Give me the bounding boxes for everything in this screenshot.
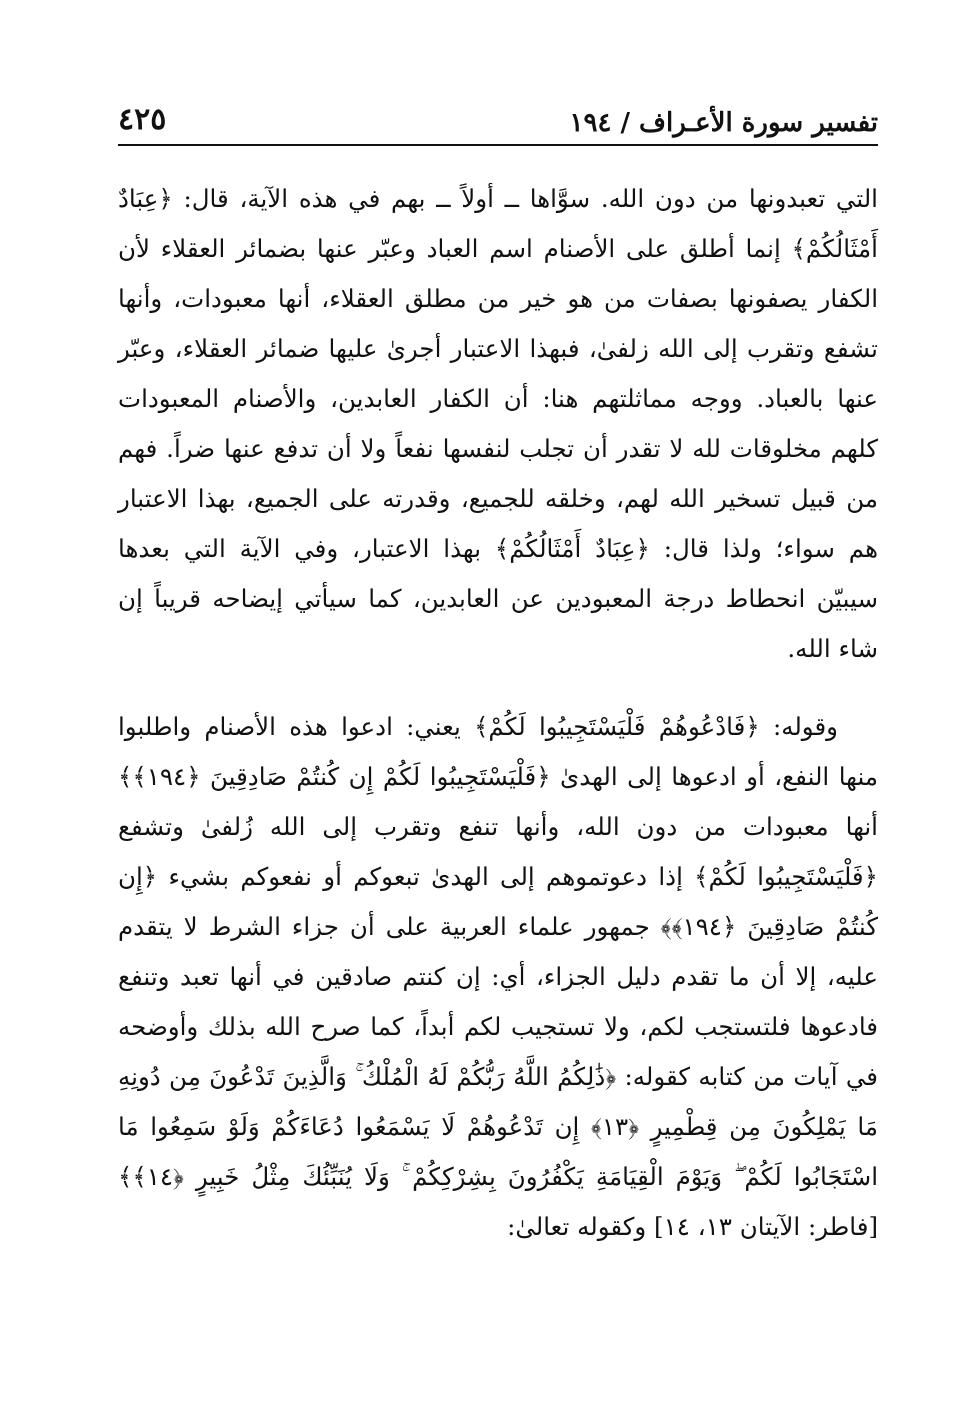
book-page [118,92,878,1382]
paragraph: وقوله: ﴿فَادْعُوهُمْ فَلْيَسْتَجِيبُوا لَكُمْ﴾ يعني: ادعوا هذه الأصنام واطلبوا منها النفع، أو ادعوها إلى الهدىٰ ﴿فَلْيَسْتَجِيبُوا لَكُمْ إِن كُنتُمْ صَادِقِينَ ﴿١٩٤﴾﴾ أنها معبودات من دون الله، وأنها تنفع وتقرب إلى الله زُلفىٰ وتشفع ﴿فَلْيَسْتَجِيبُوا لَكُمْ﴾ إذا دعوتموهم إلى الهدىٰ تبعوكم أو نفعوكم بشيء ﴿إِن كُنتُمْ صَادِقِينَ ﴿١٩٤﴾﴾ جمهور علماء العربية على أن جزاء الشرط لا يتقدم عليه، إلا أن ما تقدم دليل الجزاء، أي: إن كنتم صادقين في أنها تعبد وتنفع فادعوها فلتستجب لكم، ولا تستجيب لكم أبداً، كما صرح الله بذلك وأوضحه في آيات من كتابه كقوله: ﴿ذَٰلِكُمُ اللَّهُ رَبُّكُمْ لَهُ الْمُلْكُ ۚ وَالَّذِينَ تَدْعُونَ مِن دُونِهِ مَا يَمْلِكُونَ مِن قِطْمِيرٍ ﴿١٣﴾ إِن تَدْعُوهُمْ لَا يَسْمَعُوا دُعَاءَكُمْ وَلَوْ سَمِعُوا مَا اسْتَجَابُوا لَكُمْ ۖ وَيَوْمَ الْقِيَامَةِ يَكْفُرُونَ بِشِرْكِكُمْ ۚ وَلَا يُنَبِّئُكَ مِثْلُ خَبِيرٍ ﴿١٤﴾﴾ [فاطر: الآيتان ١٣، ١٤] وكقوله تعالىٰ: [118,712,878,1241]
page-number: ٤٢٥ [118,102,167,137]
running-title: تفسير سورة الأعـراف / ١٩٤ [569,108,878,138]
page-body [118,174,878,1252]
page-header [118,92,878,146]
paragraph: التي تعبدونها من دون الله. سوَّاها ــ أولاً ــ بهم في هذه الآية، قال: ﴿عِبَادٌ أَمْثَالُكُمْ﴾ إنما أطلق على الأصنام اسم العباد وعبّر عنها بضمائر العقلاء لأن الكفار يصفونها بصفات من هو خير من مطلق العقلاء، أنها معبودات، وأنها تشفع وتقرب إلى الله زلفىٰ، فبهذا الاعتبار أجرىٰ عليها ضمائر العقلاء، وعبّر عنها بالعباد. ووجه مماثلتهم هنا: أن الكفار العابدين، والأصنام المعبودات كلهم مخلوقات لله لا تقدر أن تجلب لنفسها نفعاً ولا أن تدفع عنها ضراً. فهم من قبيل تسخير الله لهم، وخلقه للجميع، وقدرته على الجميع، بهذا الاعتبار هم سواء؛ ولذا قال: ﴿عِبَادٌ أَمْثَالُكُمْ﴾ بهذا الاعتبار، وفي الآية التي بعدها سيبيّن انحطاط درجة المعبودين عن العابدين، كما سيأتي إيضاحه قريباً إن شاء الله. [118,184,878,663]
